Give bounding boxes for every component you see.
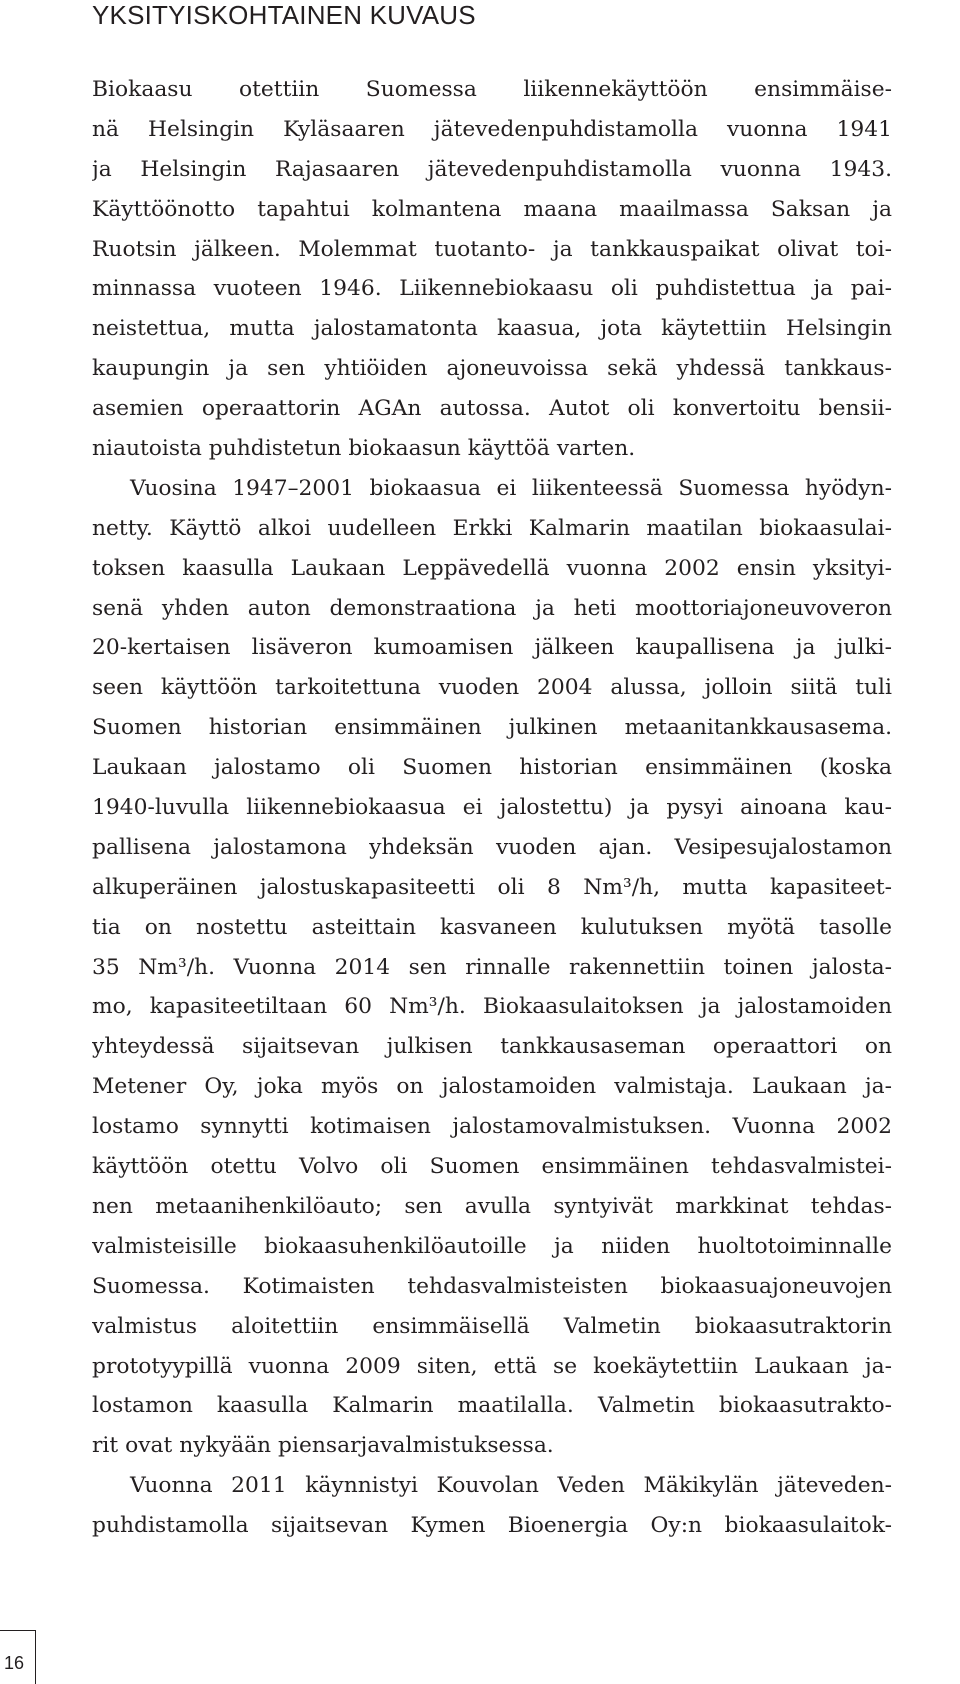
text-line: kaupungin ja sen yhtiöiden ajoneuvoissa sekä yhdessä tankkaus-: [92, 356, 892, 382]
text-line: valmisteisille biokaasuhenkilöautoille ja niiden huoltotoiminnalle: [92, 1233, 892, 1259]
text-line: lostamo synnytti kotimaisen jalostamovalmistuksen. Vuonna 2002: [92, 1114, 892, 1140]
text-line: nä Helsingin Kyläsaaren jätevedenpuhdistamolla vuonna 1941: [92, 116, 892, 142]
text-line: alkuperäinen jalostuskapasiteetti oli 8 Nm³/h, mutta kapasiteet-: [92, 874, 892, 900]
text-line: 20-kertaisen lisäveron kumoamisen jälkeen kaupallisena ja julki-: [92, 635, 892, 661]
text-line: prototyypillä vuonna 2009 siten, että se koekäytettiin Laukaan ja-: [92, 1353, 892, 1379]
text-line: tia on nostettu asteittain kasvaneen kulutuksen myötä tasolle: [92, 914, 892, 940]
text-line: Käyttöönotto tapahtui kolmantena maana maailmassa Saksan ja: [92, 196, 892, 222]
text-line: Metener Oy, joka myös on jalostamoiden valmistaja. Laukaan ja-: [92, 1074, 892, 1100]
paragraph-3: [92, 1466, 892, 1546]
text-line: Biokaasu otettiin Suomessa liikennekäyttöön ensimmäise-: [92, 77, 892, 102]
paragraph-2: [92, 469, 892, 1466]
text-line: mo, kapasiteetiltaan 60 Nm³/h. Biokaasulaitoksen ja jalostamoiden: [92, 994, 892, 1020]
text-line: Vuonna 2011 käynnistyi Kouvolan Veden Mäkikylän jäteveden-: [130, 1473, 892, 1499]
text-line: neistettua, mutta jalostamatonta kaasua, jota käytettiin Helsingin: [92, 316, 892, 342]
text-line: ja Helsingin Rajasaaren jätevedenpuhdistamolla vuonna 1943.: [92, 156, 892, 182]
page-number-box: [0, 1630, 36, 1684]
section-heading: YKSITYISKOHTAINEN KUVAUS: [92, 0, 476, 30]
text-line: pallisena jalostamona yhdeksän vuoden ajan. Vesipesujalostamon: [92, 834, 892, 860]
text-line: käyttöön otettu Volvo oli Suomen ensimmäinen tehdasvalmistei-: [92, 1154, 892, 1180]
page-number: 16: [4, 1653, 25, 1673]
text-line: valmistus aloitettiin ensimmäisellä Valmetin biokaasutraktorin: [92, 1313, 892, 1339]
text-line: Ruotsin jälkeen. Molemmat tuotanto- ja tankkauspaikat olivat toi-: [92, 236, 892, 262]
text-line: seen käyttöön tarkoitettuna vuoden 2004 alussa, jolloin siitä tuli: [92, 675, 892, 701]
text-line: 1940-luvulla liikennebiokaasua ei jalostettu) ja pysyi ainoana kau-: [92, 795, 892, 821]
text-line: rit ovat nykyään piensarjavalmistuksessa.: [92, 1433, 554, 1459]
text-line: 35 Nm³/h. Vuonna 2014 sen rinnalle rakennettiin toinen jalosta-: [92, 954, 892, 980]
text-line: nen metaanihenkilöauto; sen avulla syntyivät markkinat tehdas-: [92, 1193, 892, 1219]
body-text: [92, 70, 892, 1546]
text-line: puhdistamolla sijaitsevan Kymen Bioenergia Oy:n biokaasulaitok-: [92, 1513, 892, 1539]
text-line: Suomen historian ensimmäinen julkinen metaanitankkausasema.: [92, 715, 892, 741]
text-line: senä yhden auton demonstraationa ja heti moottoriajoneuvoveron: [92, 595, 892, 621]
text-line: netty. Käyttö alkoi uudelleen Erkki Kalmarin maatilan biokaasulai-: [92, 515, 892, 541]
text-line: toksen kaasulla Laukaan Leppävedellä vuonna 2002 ensin yksityi-: [92, 555, 892, 581]
text-line: lostamon kaasulla Kalmarin maatilalla. Valmetin biokaasutrakto-: [92, 1393, 892, 1419]
paragraph-1: [92, 70, 892, 469]
text-line: minnassa vuoteen 1946. Liikennebiokaasu oli puhdistettua ja pai-: [92, 276, 892, 302]
text-line: Suomessa. Kotimaisten tehdasvalmisteisten biokaasuajoneuvojen: [92, 1273, 892, 1299]
text-line: Laukaan jalostamo oli Suomen historian ensimmäinen (koska: [92, 755, 892, 781]
text-line: Vuosina 1947–2001 biokaasua ei liikenteessä Suomessa hyödyn-: [130, 475, 892, 501]
text-line: niautoista puhdistetun biokaasun käyttöä varten.: [92, 436, 636, 462]
text-line: asemien operaattorin AGAn autossa. Autot oli konvertoitu bensii-: [92, 396, 892, 422]
text-line: yhteydessä sijaitsevan julkisen tankkausaseman operaattori on: [92, 1034, 892, 1060]
